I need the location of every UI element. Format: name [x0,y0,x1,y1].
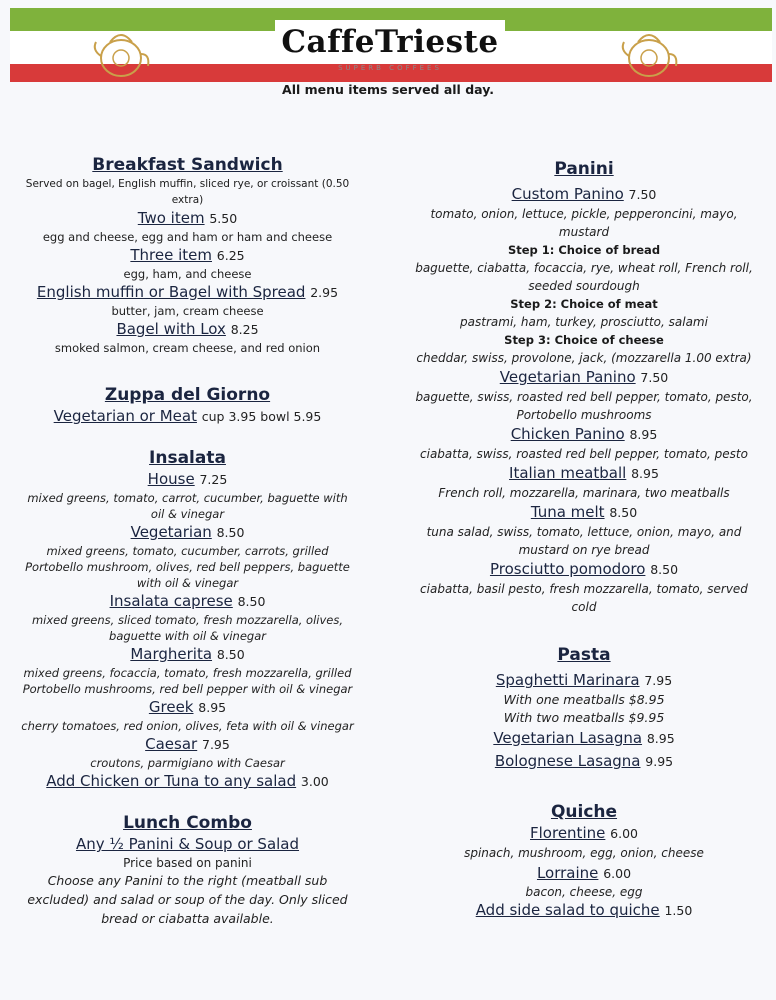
item-name: Vegetarian Lasagna [493,729,643,747]
item-name: Vegetarian or Meat [53,407,197,425]
item-desc: croutons, parmigiano with Caesar [90,756,285,770]
item-name: Add Chicken or Tuna to any salad [46,772,297,790]
item-desc: ciabatta, basil pesto, fresh mozzarella, tomato, served cold [420,582,748,614]
lunch-price-note: Price based on panini [123,856,252,870]
menu-item [15,591,360,612]
item-price: 7.25 [199,472,228,487]
right-column [408,158,760,921]
caffe-trieste-logo [220,20,560,78]
item-price: 2.95 [310,285,339,300]
menu-item [408,367,760,388]
item-desc: mixed greens, tomato, cucumber, carrots, grilled Portobello mushroom, olives, red bell peppers, baguette with oil & vinegar [25,544,350,590]
menu-item [15,644,360,665]
item-price: 8.50 [237,594,266,609]
item-price: 8.50 [216,647,245,662]
item-desc: mixed greens, sliced tomato, fresh mozzarella, olives, baguette with oil & vinegar [31,613,344,643]
item-desc: cherry tomatoes, red onion, olives, feta with oil & vinegar [21,719,354,733]
item-name: Bagel with Lox [116,320,226,338]
item-price: 8.95 [198,700,227,715]
item-desc: bacon, cheese, egg [525,885,643,899]
menu-item [15,208,360,229]
item-price: 8.95 [631,466,659,481]
item-price: 3.00 [300,774,329,789]
menu-item [408,823,760,844]
item-desc: ciabatta, swiss, roasted red bell pepper, tomato, pesto [420,447,748,461]
menu-item [408,463,760,484]
step-desc: pastrami, ham, turkey, prosciutto, salami [460,315,708,329]
step-desc: baguette, ciabatta, focaccia, rye, wheat roll, French roll, seeded sourdough [415,261,753,293]
breakfast-note: Served on bagel, English muffin, sliced rye, or croissant (0.50 extra) [25,178,350,206]
item-name: Italian meatball [509,464,627,482]
item-desc: French roll, mozzarella, marinara, two meatballs [438,486,730,500]
item-name: Vegetarian Panino [499,368,636,386]
menu-item [15,697,360,718]
item-desc: smoked salmon, cream cheese, and red onion [54,341,321,355]
menu-item [15,734,360,755]
item-name: Caesar [145,735,198,753]
menu-item [408,424,760,445]
menu-item [15,469,360,490]
menu-item [15,522,360,543]
item-price: 8.50 [216,525,245,540]
menu-item [408,750,760,773]
menu-item [408,900,760,921]
item-price: 1.50 [664,903,693,918]
item-desc: spinach, mushroom, egg, onion, cheese [464,846,704,860]
item-name: Any ½ Panini & Soup or Salad [75,835,300,853]
item-desc: mixed greens, focaccia, tomato, fresh mozzarella, grilled Portobello mushrooms, red bell pepper with oil & vinegar [22,666,353,696]
item-name: Two item [137,209,205,227]
quiche-heading: Quiche [550,802,618,822]
lunch-desc: Choose any Panini to the right (meatball sub excluded) and salad or soup of the day. Only sliced bread or ciabatta available. [27,873,348,926]
menu-item [408,559,760,580]
breakfast-heading: Breakfast Sandwich [92,155,283,175]
pasta-heading: Pasta [557,645,611,665]
item-desc: mixed greens, tomato, carrot, cucumber, baguette with oil & vinegar [27,491,348,521]
item-name: Margherita [130,645,213,663]
menu-item [15,245,360,266]
item-name: Florentine [530,824,606,842]
item-price: 6.00 [603,866,632,881]
item-price: 8.50 [609,505,638,520]
item-desc: tuna salad, swiss, tomato, lettuce, onion, mayo, and mustard on rye bread [426,525,742,557]
logo-tagline: SUPERB COFFEES [338,64,442,72]
insalata-heading: Insalata [149,448,226,468]
item-name: Insalata caprese [109,592,233,610]
item-price: 8.95 [629,427,658,442]
lunch-combo-heading: Lunch Combo [123,813,252,833]
item-price: 8.95 [646,731,675,746]
menu-item [15,319,360,340]
item-name: Three item [130,246,212,264]
item-name: Spaghetti Marinara [495,671,640,689]
step-label: Step 3: Choice of cheese [504,333,664,347]
menu-item [15,282,360,303]
item-name: House [147,470,195,488]
item-price: cup 3.95 bowl 5.95 [201,409,322,424]
pasta-option: With two meatballs $9.95 [503,710,665,725]
step-label: Step 1: Choice of bread [507,243,661,257]
item-price: 8.50 [650,562,679,577]
menu-item [15,771,360,792]
step-label: Step 2: Choice of meat [510,297,658,311]
item-desc: egg and cheese, egg and ham or ham and cheese [42,230,333,244]
served-all-day-note: All menu items served all day. [282,82,494,97]
item-price: 8.25 [230,322,259,337]
coffee-pot-icon [88,20,154,82]
item-name: Chicken Panino [510,425,625,443]
left-column [15,154,360,928]
menu-item [408,184,760,205]
menu-item [408,502,760,523]
item-price: 6.25 [216,248,245,263]
item-desc: tomato, onion, lettuce, pickle, pepperoncini, mayo, mustard [430,207,738,239]
panini-heading: Panini [554,159,614,179]
item-name: Custom Panino [511,185,624,203]
item-name: Tuna melt [530,503,605,521]
menu-item [15,406,360,427]
item-price: 7.50 [628,187,657,202]
item-name: Add side salad to quiche [475,901,660,919]
menu-item [15,834,360,855]
item-name: Prosciutto pomodoro [489,560,646,578]
item-price: 5.50 [209,211,238,226]
item-name: Lorraine [536,864,599,882]
item-price: 7.50 [640,370,669,385]
item-name: Greek [148,698,194,716]
item-price: 9.95 [645,754,674,769]
item-price: 6.00 [610,826,638,841]
step-desc: cheddar, swiss, provolone, jack, (mozzarella 1.00 extra) [416,351,752,365]
menu-item [408,670,760,691]
item-name: Bolognese Lasagna [494,752,641,770]
pasta-option: With one meatballs $8.95 [503,692,665,707]
menu-item [408,727,760,750]
item-price: 7.95 [644,673,673,688]
item-name: English muffin or Bagel with Spread [36,283,306,301]
logo-text: CaffeTrieste [275,20,504,64]
coffee-pot-icon [616,20,682,82]
item-desc: baguette, swiss, roasted red bell pepper, tomato, pesto, Portobello mushrooms [415,390,753,422]
zuppa-heading: Zuppa del Giorno [104,385,271,405]
item-desc: butter, jam, cream cheese [111,304,264,318]
item-name: Vegetarian [130,523,212,541]
header-banner [10,8,772,82]
item-desc: egg, ham, and cheese [123,267,252,281]
item-price: 7.95 [202,737,230,752]
menu-item [408,863,760,884]
